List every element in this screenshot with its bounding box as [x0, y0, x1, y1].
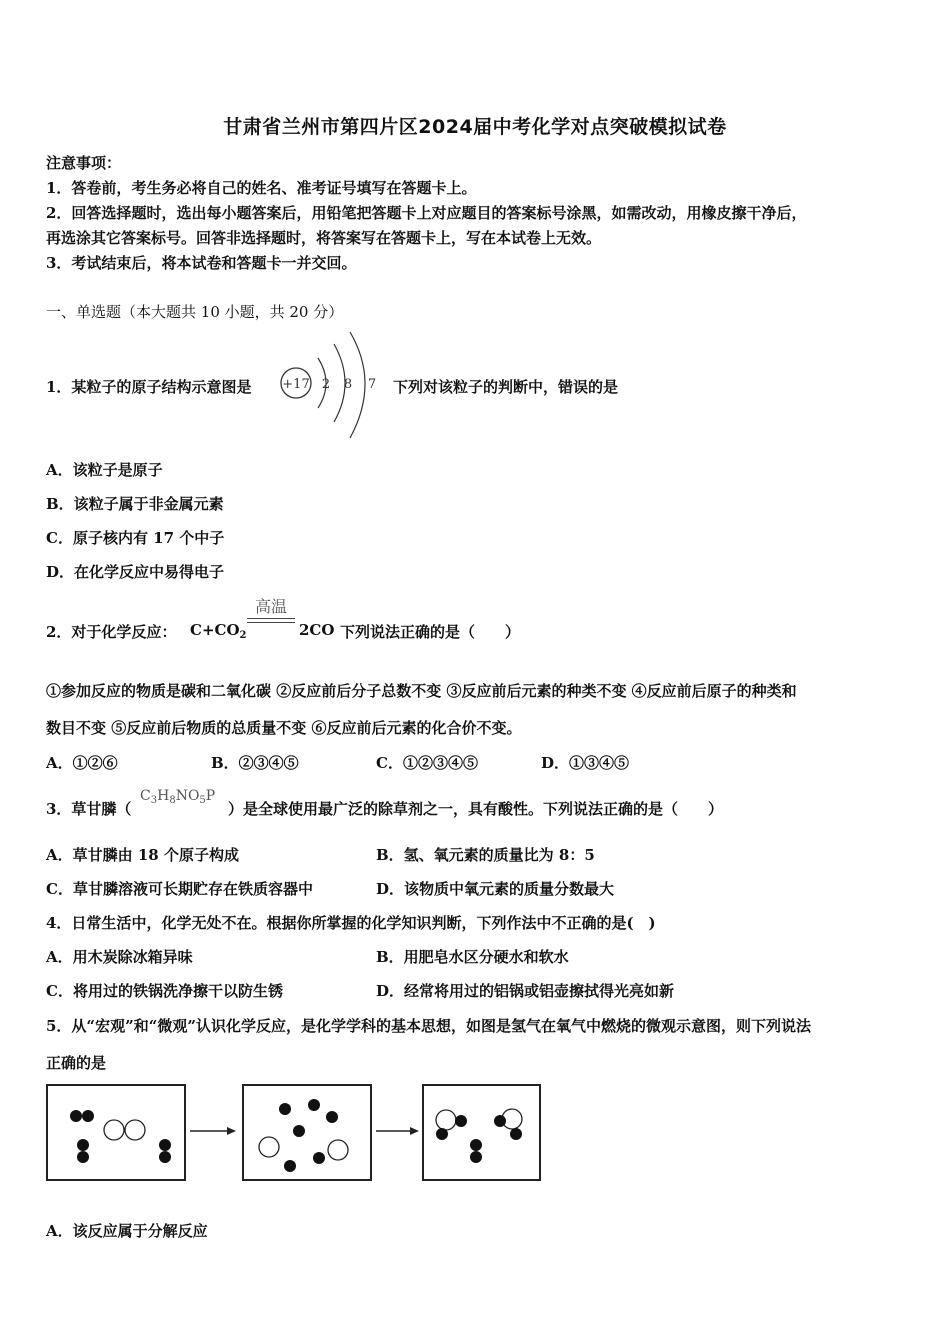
- notice-heading: 注意事项：: [46, 154, 122, 172]
- hydrogen-atom: [470, 1151, 482, 1163]
- q1-option-a: A．该粒子是原子: [46, 461, 163, 479]
- hydrogen-atom: [82, 1110, 94, 1122]
- oxygen-atom: [436, 1110, 456, 1130]
- q2-equals-line-top: [247, 618, 295, 619]
- hydrogen-atom: [159, 1151, 171, 1163]
- hydrogen-atom: [77, 1151, 89, 1163]
- notice-item: 3．考试结束后，将本试卷和答题卡一并交回。: [46, 254, 357, 272]
- q2-stem-before: 2．对于化学反应：: [46, 623, 177, 641]
- q2-equals-line-bottom: [247, 622, 295, 623]
- q5-stem-line1: 5．从“宏观”和“微观”认识化学反应，是化学学科的基本思想，如图是氢气在氧气中燃烧的微观示意图，则下列说法: [46, 1017, 811, 1035]
- oxygen-atom: [259, 1137, 279, 1157]
- hydrogen-atom: [159, 1139, 171, 1151]
- q2-statements-line2: 数目不变 ⑤反应前后物质的总质量不变 ⑥反应前后元素的化合价不变。: [46, 719, 522, 737]
- reaction-micro-diagram: [40, 1078, 570, 1188]
- shell-electrons-3: 7: [367, 377, 377, 392]
- hydrogen-atom: [279, 1103, 291, 1115]
- q4-option-d: D．经常将用过的铝锅或铝壶擦拭得光亮如新: [376, 982, 675, 1000]
- q2-stem-after: 下列说法正确的是（ ）: [340, 623, 521, 641]
- q2-option-b: B．②③④⑤: [211, 754, 299, 772]
- q3-stem-after: ）是全球使用最广泛的除草剂之一，具有酸性。下列说法正确的是（ ）: [228, 800, 724, 818]
- hydrogen-atom: [293, 1125, 305, 1137]
- q2-option-c: C．①②③④⑤: [376, 754, 478, 772]
- q2-product: 2CO: [299, 621, 335, 639]
- q5-stem-line2: 正确的是: [46, 1054, 107, 1072]
- notice-item: 1．答卷前，考生务必将自己的姓名、准考证号填写在答题卡上。: [46, 179, 477, 197]
- shell-electrons-1: 2: [321, 377, 331, 392]
- q1-option-c: C．原子核内有 17 个中子: [46, 529, 225, 547]
- page-title: 甘肃省兰州市第四片区2024届中考化学对点突破模拟试卷: [223, 116, 727, 138]
- atom-structure-diagram: [276, 330, 388, 442]
- q4-option-c: C．将用过的铁锅洗净擦干以防生锈: [46, 982, 283, 1000]
- q2-reaction-condition: 高温: [254, 597, 287, 616]
- q1-option-d: D．在化学反应中易得电子: [46, 563, 225, 581]
- nucleus-label: +17: [282, 377, 310, 392]
- section-heading: 一、单选题（本大题共 10 小题，共 20 分）: [46, 303, 344, 321]
- q1-stem-after: 下列对该粒子的判断中，错误的是: [393, 378, 619, 396]
- hydrogen-atom: [313, 1152, 325, 1164]
- oxygen-atom: [104, 1120, 124, 1140]
- q1-option-b: B．该粒子属于非金属元素: [46, 495, 224, 513]
- q3-formula: $C_3H_8NO_5P$: [140, 788, 216, 806]
- hydrogen-atom: [494, 1115, 506, 1127]
- hydrogen-atom: [77, 1139, 89, 1151]
- q3-stem-before: 3．草甘膦（: [46, 800, 132, 818]
- hydrogen-atom: [326, 1111, 338, 1123]
- q3-option-d: D．该物质中氧元素的质量分数最大: [376, 880, 615, 898]
- hydrogen-atom: [308, 1099, 320, 1111]
- shell-electrons-2: 8: [343, 377, 353, 392]
- q3-option-a: A．草甘膦由 18 个原子构成: [46, 846, 239, 864]
- hydrogen-atom: [284, 1160, 296, 1172]
- q5-option-a: A．该反应属于分解反应: [46, 1222, 208, 1240]
- intermediate-box: [243, 1085, 371, 1180]
- q1-stem-before: 1．某粒子的原子结构示意图是: [46, 378, 252, 396]
- notice-item: 再选涂其它答案标号。回答非选择题时，将答案写在答题卡上，写在本试卷上无效。: [46, 229, 602, 247]
- hydrogen-atom: [70, 1110, 82, 1122]
- arrow-head: [410, 1127, 419, 1135]
- hydrogen-atom: [470, 1139, 482, 1151]
- q2-statements-line1: ①参加反应的物质是碳和二氧化碳 ②反应前后分子总数不变 ③反应前后元素的种类不变 ④反应前后原子的种类和: [46, 682, 797, 700]
- notice-item: 2．回答选择题时，选出每小题答案后，用铅笔把答题卡上对应题目的答案标号涂黑，如需改动，用橡皮擦干净后，: [46, 204, 807, 222]
- q3-option-c: C．草甘膦溶液可长期贮存在铁质容器中: [46, 880, 313, 898]
- q2-reactants: $C+CO_2$: [190, 621, 247, 641]
- q3-option-b: B．氢、氧元素的质量比为 8：5: [376, 846, 595, 864]
- q4-option-a: A．用木炭除冰箱异味: [46, 948, 193, 966]
- hydrogen-atom: [455, 1115, 467, 1127]
- q4-stem: 4．日常生活中，化学无处不在。根据你所掌握的化学知识判断，下列作法中不正确的是( ): [46, 914, 656, 932]
- hydrogen-atom: [436, 1128, 448, 1140]
- arrow-head: [227, 1127, 236, 1135]
- q2-option-d: D．①③④⑤: [541, 754, 630, 772]
- q4-option-b: B．用肥皂水区分硬水和软水: [376, 948, 569, 966]
- hydrogen-atom: [510, 1128, 522, 1140]
- q2-option-a: A．①②⑥: [46, 754, 118, 772]
- oxygen-atom: [125, 1120, 145, 1140]
- shell-arc-3: [350, 332, 365, 438]
- oxygen-atom: [328, 1140, 348, 1160]
